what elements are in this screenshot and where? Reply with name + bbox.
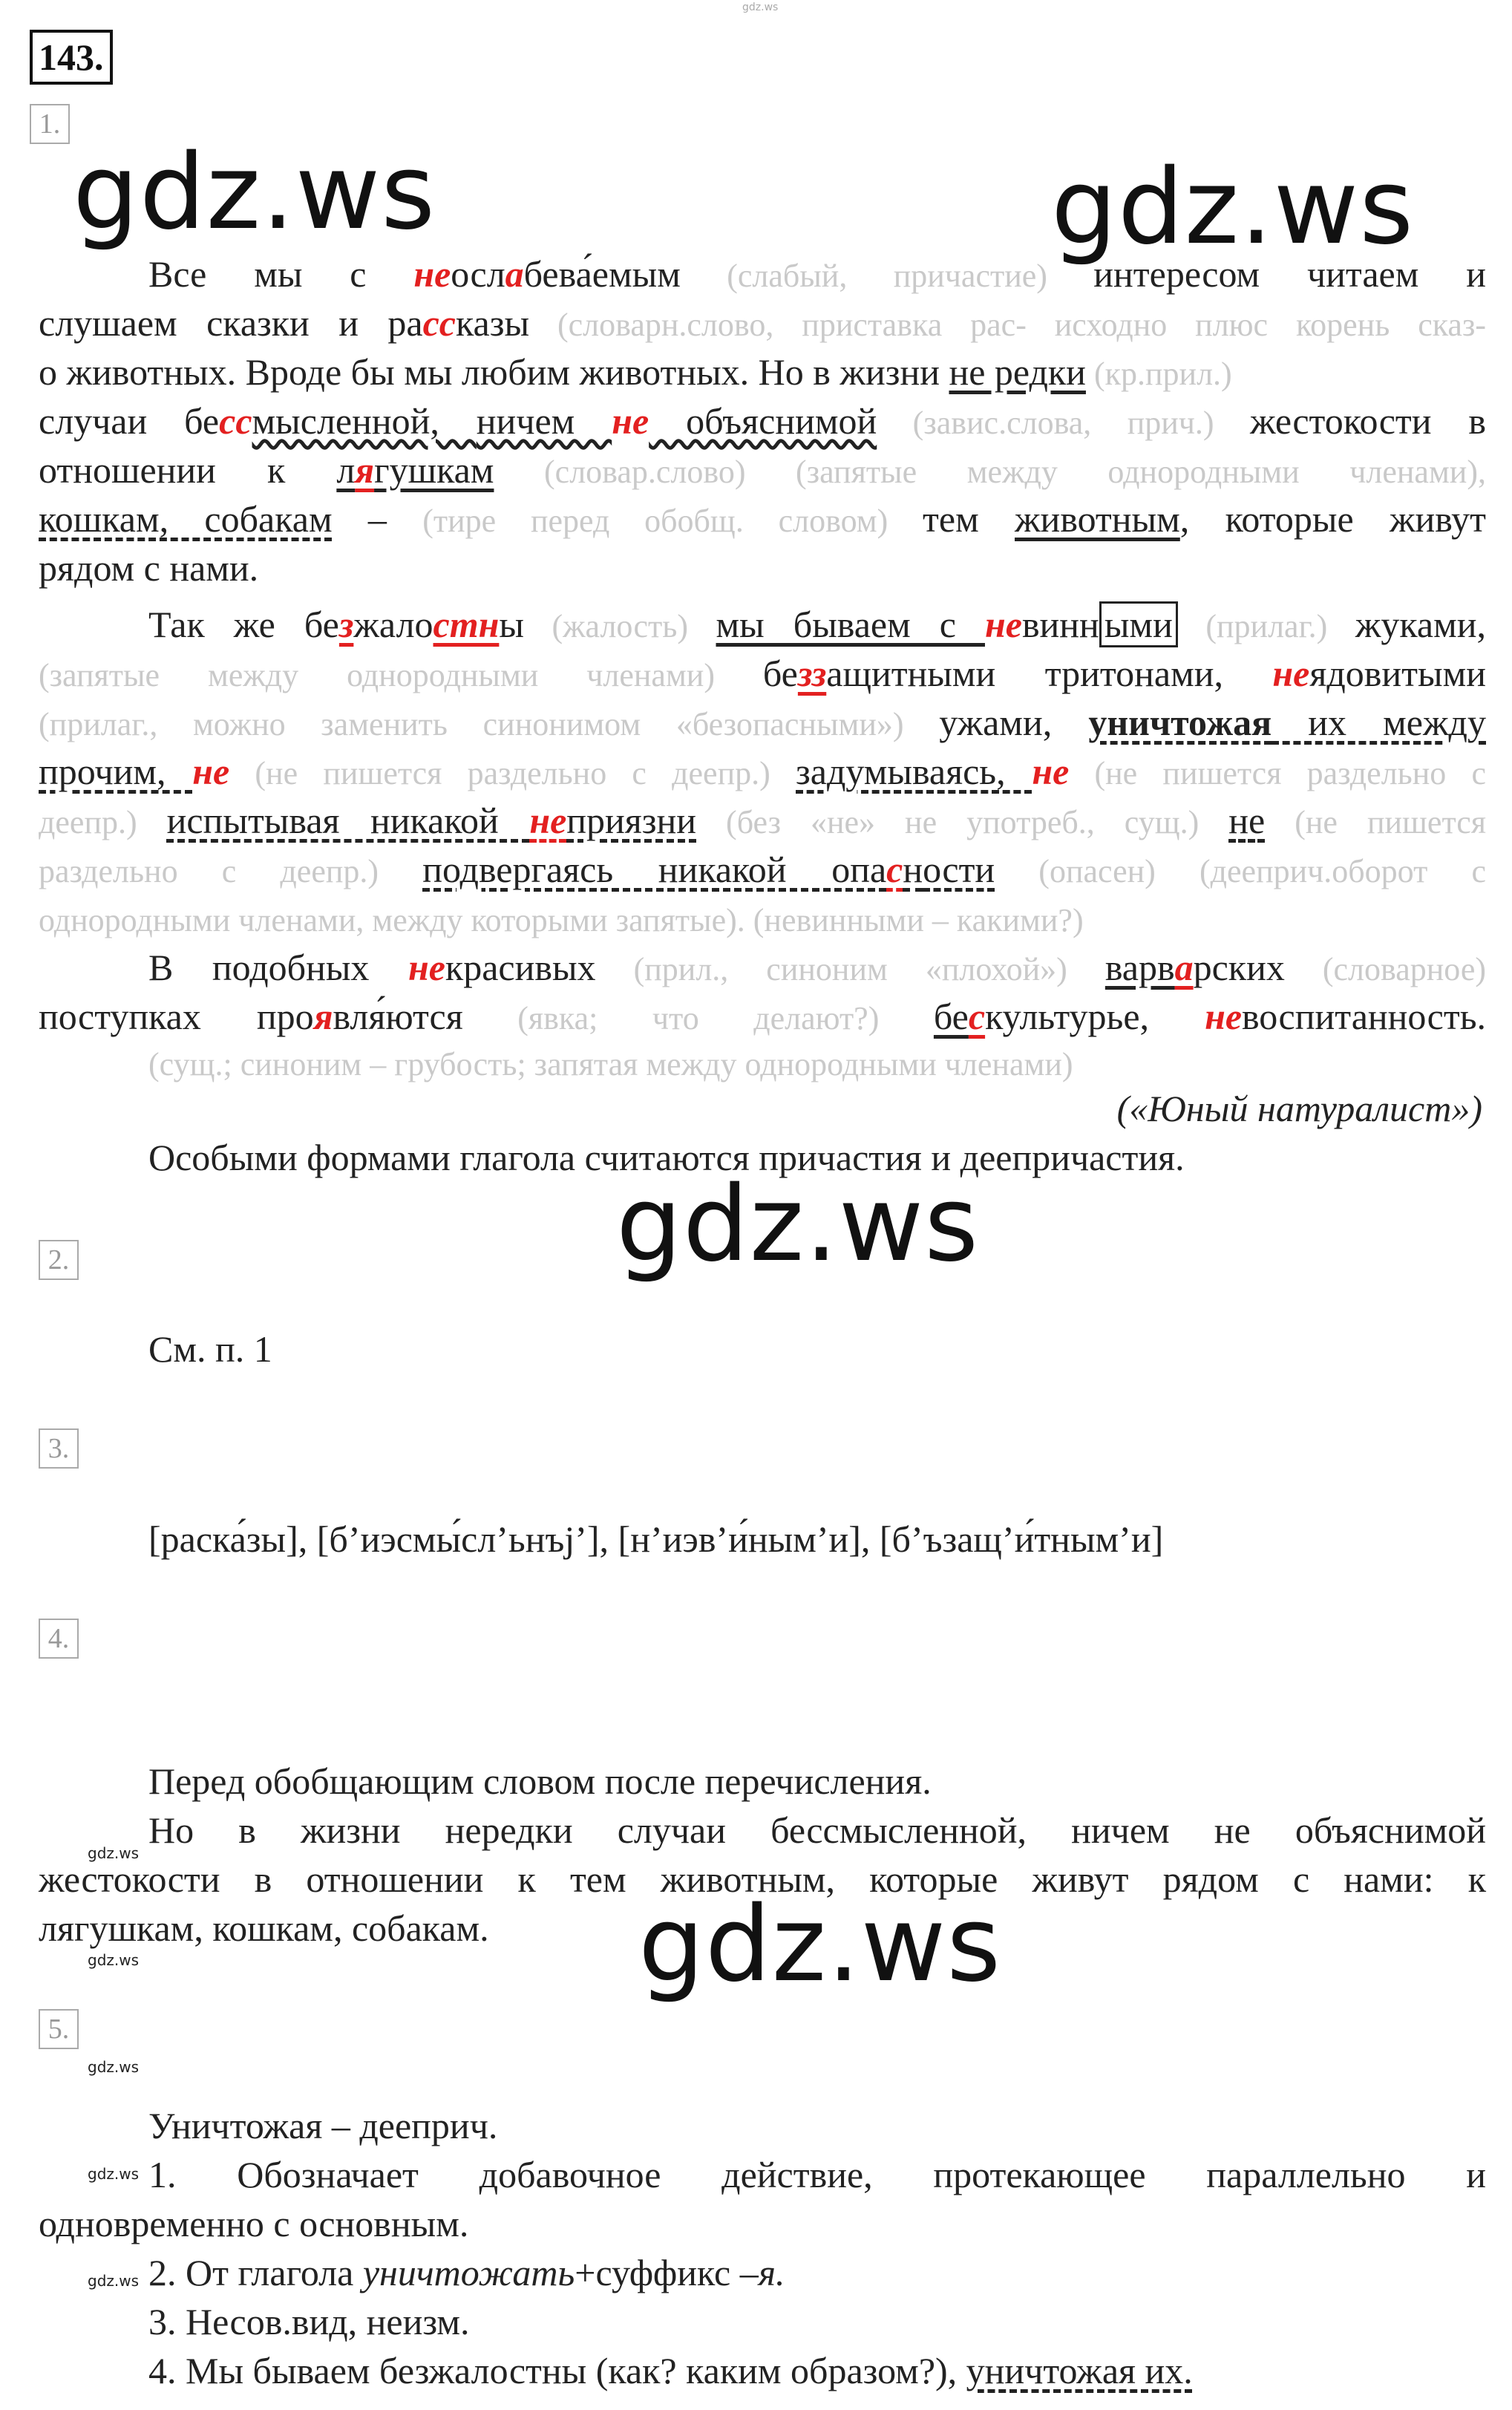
watermark-small-3: gdz.ws <box>88 2058 140 2076</box>
watermark-small-2: gdz.ws <box>88 1951 140 1969</box>
section-4-line-4: лягушкам, кошкам, собакам. <box>39 1907 489 1949</box>
section-3-box: 3. <box>39 1428 79 1469</box>
p3-line-3: (сущ.; синоним – грубость; запятая между однородными членами) <box>148 1046 1073 1082</box>
watermark-small-5: gdz.ws <box>88 2272 140 2290</box>
p2-line-3: (прилаг., можно заменить синонимом «безопасными») ужами, уничтожая их между <box>39 702 1486 743</box>
watermark-big-2: gdz.ws <box>1051 147 1415 268</box>
p1-line-7: рядом с нами. <box>39 547 259 589</box>
p1-line-2: слушаем сказки и рассказы (словарн.слово, приставка рас- исходно плюс корень сказ- <box>39 302 1486 344</box>
section-2-text: См. п. 1 <box>148 1328 272 1370</box>
section-3-text: [раска́зы], [б’иэсмы́сл’ьнъj’], [н’иэв’и́ным’и], [б’ъзащ’и́тным’и] <box>148 1518 1164 1560</box>
p3-line-2: поступках проявля́ются (явка; что делают?) бескультурье, невоспитанность. <box>39 996 1486 1037</box>
section-5-line-5: 3. Несов.вид, неизм. <box>148 2301 470 2342</box>
top-watermark: gdz.ws <box>742 1 779 13</box>
p1-line-6: кошкам, собакам – (тире перед обобщ. словом) тем животным, которые живут <box>39 498 1486 540</box>
watermark-big-4: gdz.ws <box>638 1884 1002 2005</box>
p1-line-4: случаи бессмысленной, ничем не объяснимой (завис.слова, прич.) жестокости в <box>39 400 1487 442</box>
section-5-line-3: одновременно с основным. <box>39 2203 469 2244</box>
p1-line-1: Все мы с неослабева́емым (слабый, причастие) интересом читаем и <box>148 253 1486 295</box>
section-2-box: 2. <box>39 1240 79 1280</box>
section-5-box: 5. <box>39 2009 79 2049</box>
section-5-line-1: Уничтожая – дееприч. <box>148 2105 498 2146</box>
section-4-line-1: Перед обобщающим словом после перечисления. <box>148 1760 932 1802</box>
p4-line: Особыми формами глагола считаются причастия и деепричастия. <box>148 1137 1185 1178</box>
section-5-line-2: 1. Обозначает добавочное действие, протекающее параллельно и <box>148 2154 1486 2195</box>
source-line: («Юный натуралист») <box>1116 1088 1482 1129</box>
p3-line-1: В подобных некрасивых (прил., синоним «плохой») варварских (словарное) <box>148 947 1486 988</box>
section-4-line-3: жестокости в отношении к тем животным, которые живут рядом с нами: к <box>39 1858 1486 1900</box>
exercise-number: 143. <box>30 30 113 85</box>
watermark-small-1: gdz.ws <box>88 1844 140 1862</box>
section-5-line-6: 4. Мы бываем безжалостны (как? каким образом?), уничтожая их. <box>148 2350 1193 2391</box>
section-5-line-4: 2. От глагола уничтожать+суффикс –я. <box>148 2252 785 2293</box>
watermark-small-4: gdz.ws <box>88 2165 140 2183</box>
p1-line-5: отношении к лягушкам (словар.слово) (запятые между однородными членами), <box>39 449 1486 491</box>
section-1-box: 1. <box>30 104 70 144</box>
watermark-big-1: gdz.ws <box>73 132 436 253</box>
p2-line-6: раздельно с деепр.) подвергаясь никакой опасности (опасен) (дееприч.оборот с <box>39 849 1486 890</box>
p2-line-5: деепр.) испытывая никакой неприязни (без «не» не употреб., сущ.) не (не пишется <box>39 800 1486 841</box>
p2-line-1: Так же безжалостны (жалость) мы бываем с невинн ыми (прилаг.) жуками, <box>39 600 1486 651</box>
p1-line-3: о животных. Вроде бы мы любим животных. Но в жизни не редки (кр.прил.) <box>39 351 1232 393</box>
p2-line-2: (запятые между однородными членами) беззащитными тритонами, неядовитыми <box>39 653 1486 694</box>
p2-line-4: прочим, не (не пишется раздельно с деепр.) задумываясь, не (не пишется раздельно с <box>39 751 1487 792</box>
section-4-box: 4. <box>39 1619 79 1659</box>
watermark-big-3: gdz.ws <box>616 1164 980 1285</box>
p2-line-7: однородными членами, между которыми запятые). (невинными – какими?) <box>39 902 1084 938</box>
section-4-line-2: Но в жизни нередки случаи бессмысленной, ничем не объяснимой <box>148 1809 1486 1851</box>
